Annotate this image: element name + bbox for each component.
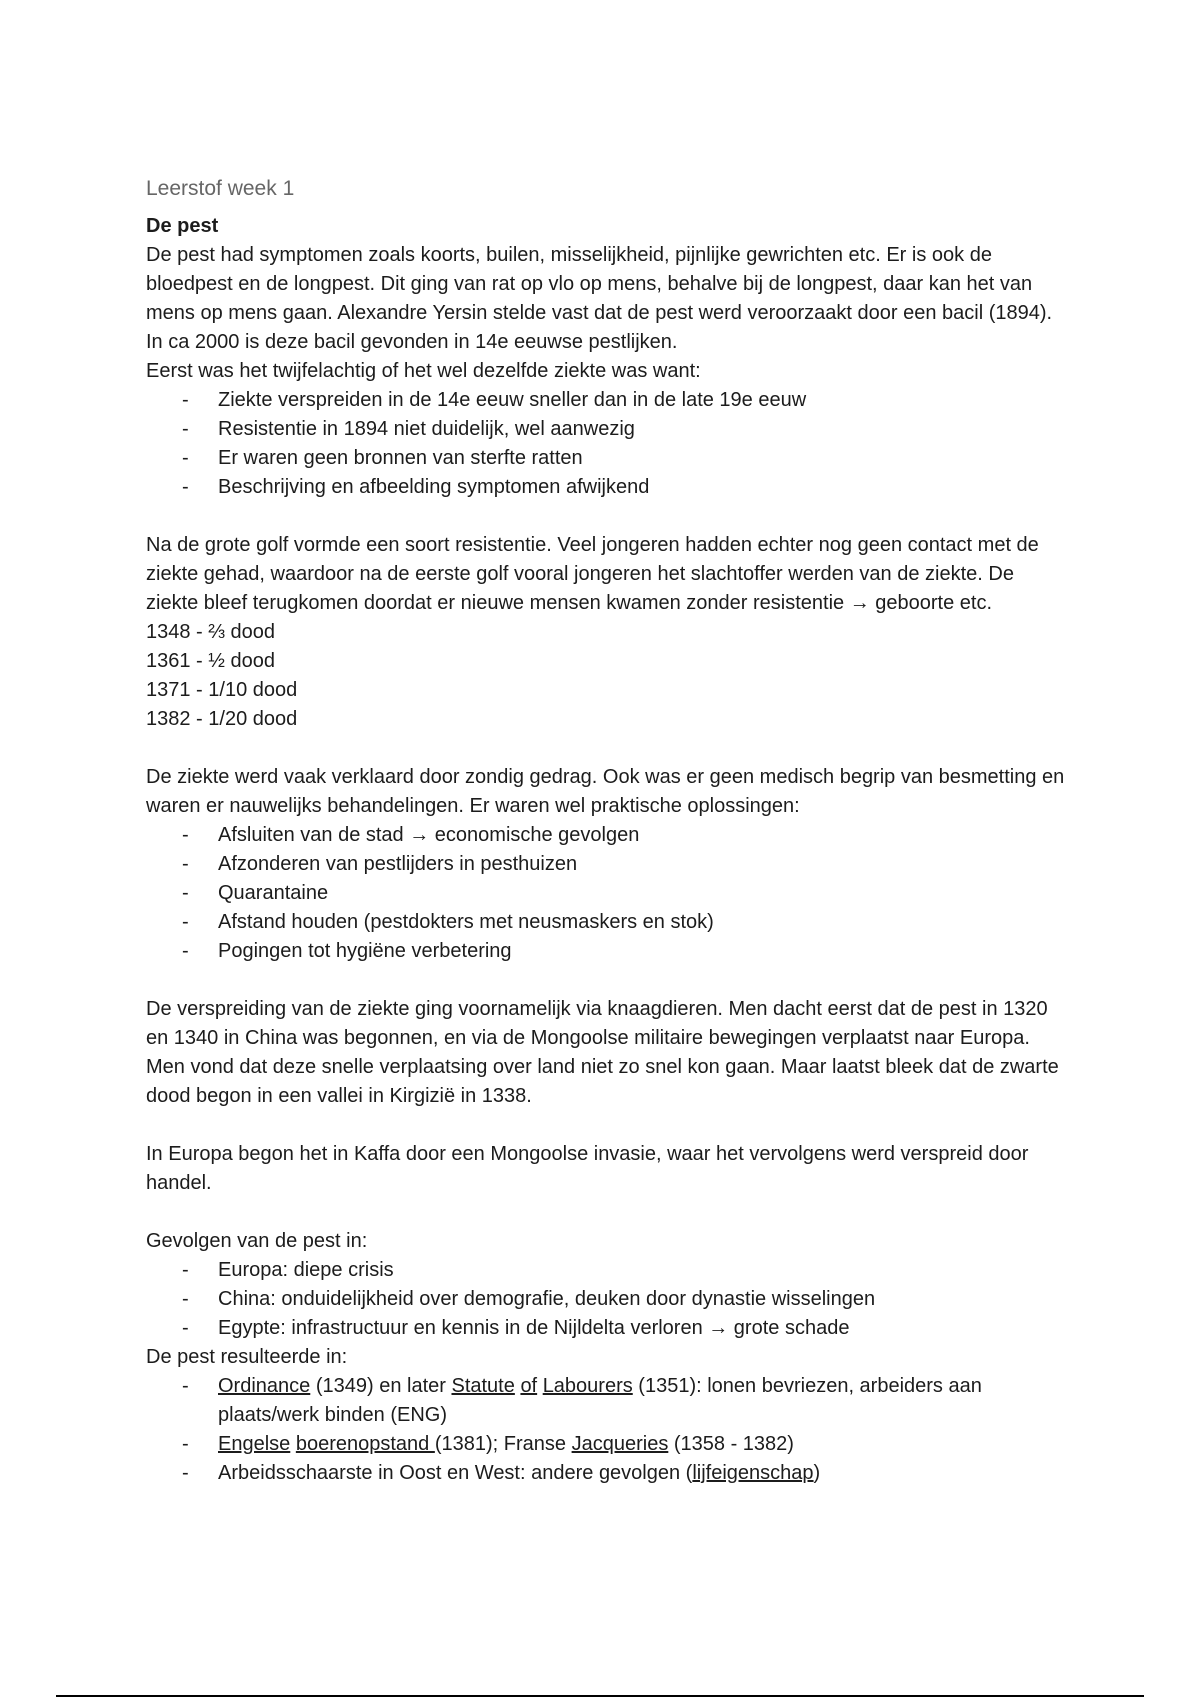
death-rate-1371: 1371 - 1/10 dood (146, 679, 298, 701)
consequences-list (146, 1256, 1066, 1343)
list-item: - Afsluiten van de stad → economische gevolgen (218, 821, 1066, 850)
bottom-divider (56, 1695, 1144, 1697)
link-statute[interactable]: Statute (451, 1375, 515, 1397)
list-item: - Quarantaine (218, 879, 1066, 908)
link-lijfeigenschap[interactable]: lijfeigenschap (692, 1462, 814, 1484)
link-boerenopstand[interactable]: boerenopstand (295, 1433, 435, 1455)
document-page (146, 172, 1066, 1488)
list-item: - Beschrijving en afbeelding symptomen afwijkend (218, 473, 1066, 502)
paragraph-symptoms: De pest had symptomen zoals koorts, builen, misselijkheid, pijnlijke gewrichten etc. Er is ook de bloedpest en de longpest. Dit ging van rat op vlo op mens, behalve bij de longpest, daar kan het van mens op mens gaan. Alexandre Yersin stelde vast dat de pest werd veroorzaakt door een bacil (1894). In ca 2000 is deze bacil gevonden in 14e eeuwse pestlijken. (146, 244, 1053, 353)
link-engelse[interactable]: Engelse (218, 1433, 291, 1455)
paragraph-resistance: Na de grote golf vormde een soort resistentie. Veel jongeren hadden echter nog geen contact met de ziekte gehad, waardoor na de eerste golf vooral jongeren het slachtoffer werden van de ziekte. De ziekte bleef terugkomen doordat er nieuwe mensen kwamen zonder resistentie → geboorte etc. (146, 534, 1039, 614)
paragraph-results-intro: De pest resulteerde in: (146, 1346, 348, 1368)
link-ordinance[interactable]: Ordinance (218, 1375, 311, 1397)
list-item: - Ziekte verspreiden in de 14e eeuw sneller dan in de late 19e eeuw (218, 386, 1066, 415)
paragraph-spread: De verspreiding van de ziekte ging voornamelijk via knaagdieren. Men dacht eerst dat de pest in 1320 en 1340 in China was begonnen, en via de Mongoolse militaire bewegingen verplaatst naar Europa. Men vond dat deze snelle verplaatsing over land niet zo snel kon gaan. Maar laatst bleek dat de zwarte dood begon in een vallei in Kirgizië in 1338. (146, 998, 1059, 1107)
solutions-list (146, 821, 1066, 966)
paragraph-consequences-intro: Gevolgen van de pest in: (146, 1230, 368, 1252)
list-item: - Pogingen tot hygiëne verbetering (218, 937, 1066, 966)
list-item: - Europa: diepe crisis (218, 1256, 1066, 1285)
doubt-list (146, 386, 1066, 502)
list-item: - Egypte: infrastructuur en kennis in de Nijldelta verloren → grote schade (218, 1314, 1066, 1343)
paragraph-doubt-intro: Eerst was het twijfelachtig of het wel dezelfde ziekte was want: (146, 360, 701, 382)
link-jacqueries[interactable]: Jacqueries (571, 1433, 669, 1455)
results-list (146, 1372, 1066, 1488)
death-rate-1361: 1361 - ½ dood (146, 650, 275, 672)
list-item: - Ordinance (1349) en later Statute of Labourers (1351): lonen bevriezen, arbeiders aan plaats/werk binden (ENG) (218, 1372, 1066, 1430)
paragraph-explanation: De ziekte werd vaak verklaard door zondig gedrag. Ook was er geen medisch begrip van besmetting en waren er nauwelijks behandelingen. Er waren wel praktische oplossingen: (146, 766, 1065, 817)
death-rate-1382: 1382 - 1/20 dood (146, 708, 298, 730)
list-item: - Arbeidsschaarste in Oost en West: andere gevolgen (lijfeigenschap) (218, 1459, 1066, 1488)
list-item: - Engelse boerenopstand (1381); Franse Jacqueries (1358 - 1382) (218, 1430, 1066, 1459)
paragraph-europe: In Europa begon het in Kaffa door een Mongoolse invasie, waar het vervolgens werd verspreid door handel. (146, 1143, 1029, 1194)
section-heading: De pest (146, 215, 219, 237)
list-item: - Er waren geen bronnen van sterfte ratten (218, 444, 1066, 473)
list-item: - Resistentie in 1894 niet duidelijk, wel aanwezig (218, 415, 1066, 444)
page-subtitle: Leerstof week 1 (146, 177, 295, 200)
list-item: - Afzonderen van pestlijders in pesthuizen (218, 850, 1066, 879)
list-item: - China: onduidelijkheid over demografie, deuken door dynastie wisselingen (218, 1285, 1066, 1314)
death-rate-1348: 1348 - ⅔ dood (146, 621, 275, 643)
link-labourers[interactable]: Labourers (542, 1375, 633, 1397)
list-item: - Afstand houden (pestdokters met neusmaskers en stok) (218, 908, 1066, 937)
link-of[interactable]: of (520, 1375, 538, 1397)
